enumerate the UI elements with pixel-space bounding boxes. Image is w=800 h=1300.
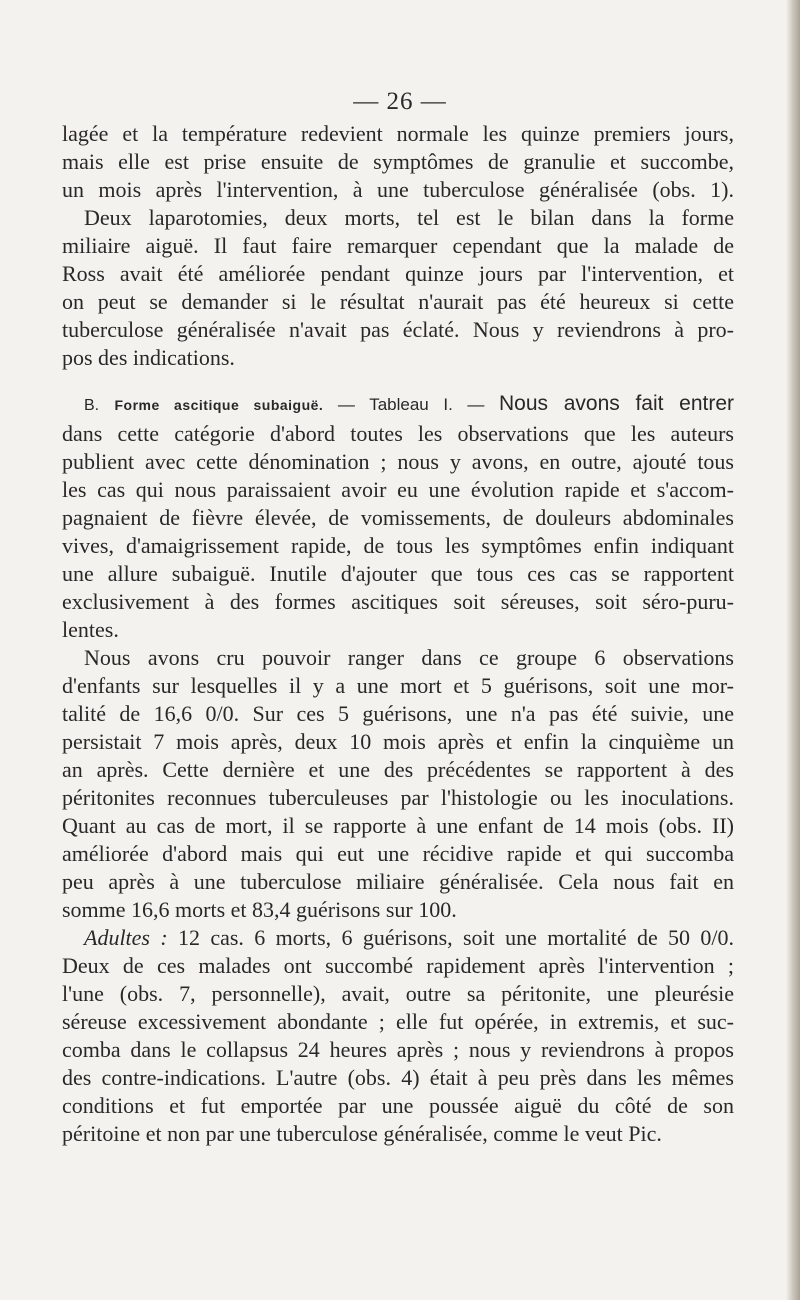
section-gap xyxy=(62,372,734,389)
adults-line-rest: 12 cas. 6 morts, 6 guérisons, soit une mortalité de 50 0/0. xyxy=(167,925,734,950)
text-line: vives, d'amaigrissement rapide, de tous les symptômes enfin indiquant xyxy=(62,533,734,558)
text-line: comba dans le collapsus 24 heures après ; nous y reviendrons à propos xyxy=(62,1037,734,1062)
text-line: lentes. xyxy=(62,617,119,642)
text-line: conditions et fut emportée par une poussée aiguë du côté de son xyxy=(62,1093,734,1118)
page-number: — 26 — xyxy=(353,88,447,115)
text-line: mais elle est prise ensuite de symptômes de granulie et succombe, xyxy=(62,149,734,174)
adults-label: Adultes : xyxy=(84,925,168,950)
text-line: Deux de ces malades ont succombé rapidement après l'intervention ; xyxy=(62,953,734,978)
text-line: lagée et la température redevient normale les quinze premiers jours, xyxy=(62,121,734,146)
text-line: Ross avait été améliorée pendant quinze jours par l'intervention, et xyxy=(62,261,734,286)
text-line: Nous avons cru pouvoir ranger dans ce groupe 6 observations xyxy=(84,645,734,670)
text-line: exclusivement à des formes ascitiques soit séreuses, soit séro-puru- xyxy=(62,589,734,614)
text-line: an après. Cette dernière et une des précédentes se rapportent à des xyxy=(62,757,734,782)
page-edge-shadow xyxy=(786,0,800,1300)
text-line: dans cette catégorie d'abord toutes les observations que les auteurs xyxy=(62,421,734,446)
text-line: des contre-indications. L'autre (obs. 4) était à peu près dans les mêmes xyxy=(62,1065,734,1090)
text-line: Deux laparotomies, deux morts, tel est le bilan dans la forme xyxy=(84,205,734,230)
page-body xyxy=(62,120,734,1148)
text-line: somme 16,6 morts et 83,4 guérisons sur 100. xyxy=(62,897,457,922)
section-letter: B. xyxy=(84,397,100,414)
text-line: talité de 16,6 0/0. Sur ces 5 guérisons, une n'a pas été suivie, une xyxy=(62,701,734,726)
section-b-first-line xyxy=(62,389,734,420)
text-line: une allure subaiguë. Inutile d'ajouter que tous ces cas se rapportent xyxy=(62,561,734,586)
text-line: peu après à une tuberculose miliaire généralisée. Cela nous fait en xyxy=(62,869,734,894)
section-b-line-rest: Nous avons fait entrer xyxy=(498,392,735,415)
adults-first-line xyxy=(62,924,734,952)
text-line: miliaire aiguë. Il faut faire remarquer cependant que la malade de xyxy=(62,233,734,258)
text-line: les cas qui nous paraissaient avoir eu une évolution rapide et s'accom- xyxy=(62,477,734,502)
heading-dash: — xyxy=(452,395,499,414)
text-line: on peut se demander si le résultat n'aurait pas été heureux si cette xyxy=(62,289,734,314)
text-line: l'une (obs. 7, personnelle), avait, outre sa péritonite, une pleurésie xyxy=(62,981,734,1006)
text-line: péritonites reconnues tuberculeuses par l'histologie ou les inoculations. xyxy=(62,785,734,810)
text-line: un mois après l'intervention, à une tuberculose généralisée (obs. 1). xyxy=(62,177,734,202)
text-line: péritoine et non par une tuberculose généralisée, comme le veut Pic. xyxy=(62,1121,662,1146)
text-line: persistait 7 mois après, deux 10 mois après et enfin la cinquième un xyxy=(62,729,734,754)
heading-dash: — xyxy=(323,395,370,414)
text-line: séreuse excessivement abondante ; elle fut opérée, in extremis, et suc- xyxy=(62,1009,734,1034)
text-line: d'enfants sur lesquelles il y a une mort et 5 guérisons, soit une mor- xyxy=(62,673,734,698)
text-line: publient avec cette dénomination ; nous y avons, en outre, ajouté tous xyxy=(62,449,734,474)
table-reference: Tableau I. xyxy=(369,395,453,414)
text-line: pagnaient de fièvre élevée, de vomissements, de douleurs abdominales xyxy=(62,505,734,530)
section-heading: Forme ascitique subaiguë. xyxy=(114,397,324,413)
text-line: pos des indications. xyxy=(62,345,235,370)
text-line: améliorée d'abord mais qui eut une récidive rapide et qui succomba xyxy=(62,841,734,866)
text-line: Quant au cas de mort, il se rapporte à une enfant de 14 mois (obs. II) xyxy=(62,813,734,838)
text-line: tuberculose généralisée n'avait pas éclaté. Nous y reviendrons à pro- xyxy=(62,317,734,342)
